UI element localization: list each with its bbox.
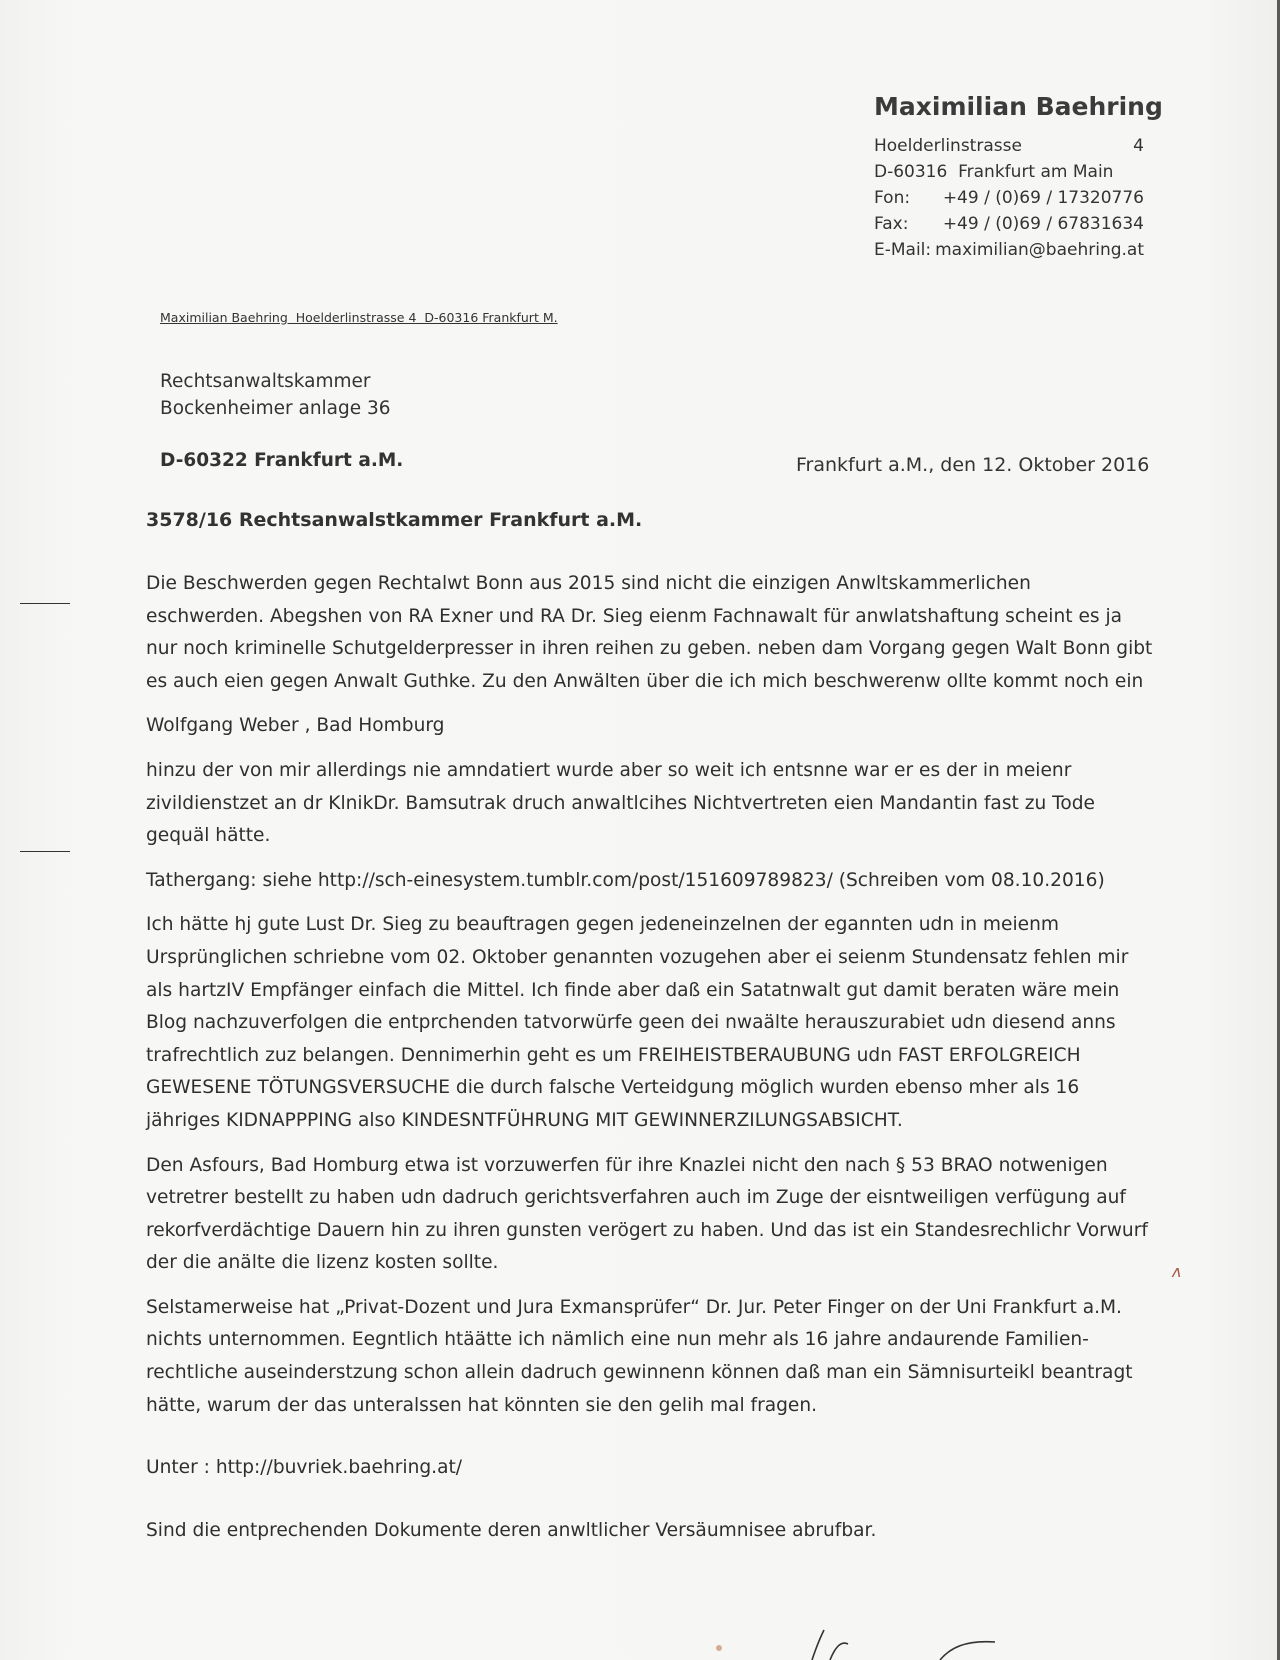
sender-fax-row xyxy=(874,211,1144,237)
return-address-line: Maximilian Baehring Hoelderlinstrasse 4 D-60316 Frankfurt M. xyxy=(160,310,558,325)
body-paragraph-9: Sind die entprechenden Dokumente deren anwltlicher Versäumnisee abrufbar. xyxy=(146,1519,877,1541)
sender-phone-row xyxy=(874,185,1144,211)
phone-label: Fon: xyxy=(874,188,911,208)
letter-body xyxy=(146,568,1154,1547)
body-paragraph-3: hinzu der von mir allerdings nie amndatiert wurde aber so weit ich entsnne war er es der in meienr zivildienstzet an dr KlnikDr. Bamsutrak druch anwaltlcihes Nichtvertreten eien Mandantin fast zu Tode gequäl hätte. xyxy=(146,759,1095,847)
recipient-line-1: Rechtsanwaltskammer xyxy=(160,371,371,392)
body-paragraph-6: Den Asfours, Bad Homburg etwa ist vorzuwerfen für ihre Knazlei nicht den nach § 53 BRAO notwenigen vetretrer bestellt zu haben udn dadruch gerichtsverfahren auch im Zuge der eisntweiligen verfügung auf rekorfverdächtige Dauern hin zu ihren gunsten verögert zu haben. Und das ist ein Standesrechlichr Vorwurf der die anälte die lizenz kosten sollte. xyxy=(146,1154,1148,1274)
sender-city: D-60316 Frankfurt am Main xyxy=(874,162,1114,182)
recipient-city: D-60322 Frankfurt a.M. xyxy=(160,450,404,471)
sender-name: Maximilian Baehring xyxy=(874,92,1163,121)
body-paragraph-7: Selstamerweise hat „Privat-Dozent und Jura Exmansprüfer“ Dr. Jur. Peter Finger on der Uni Frankfurt a.M. nichts unternommen. Eegntlich htäätte ich nämlich eine nun mehr als 16 jahre andaurende Familien-rechtliche auseinderstzung schon allein dadruch gewinnenn können daß man ein Sämnisurteikl beantragt hätte, warum der das unteralssen hat könnten sie den gelih mal fragen. xyxy=(146,1296,1133,1416)
sender-street-row xyxy=(874,133,1144,159)
email-label: E-Mail: xyxy=(874,240,932,260)
fax-label: Fax: xyxy=(874,214,909,234)
body-paragraph-1: Die Beschwerden gegen Rechtalwt Bonn aus 2015 sind nicht die einzigen Anwltskammerlichen eschwerden. Abegshen von RA Exner und RA Dr. Sieg eienm Fachnawalt für anwlatshaftung scheint es ja nur noch kriminelle Schutgelderpresser in ihren reihen zu geben. neben dam Vorgang gegen Walt Bonn gibt es auch eien gegen Anwalt Guthke. Zu den Anwälten über die ich mich beschwerenw ollte kommt noch ein xyxy=(146,573,1153,692)
sender-street-number: 4 xyxy=(1133,136,1144,156)
sender-email: maximilian@baehring.at xyxy=(935,240,1144,260)
recipient-line-2: Bockenheimer anlage 36 xyxy=(160,398,391,419)
body-paragraph-5: Ich hätte hj gute Lust Dr. Sieg zu beauftragen gegen jedeneinzelnen der egannten udn in meienm Ursprünglichen schriebne vom 02. Oktober genannten vozugehen aber ei seienm Stundensatz fehlen mir als hartzIV Empfänger einfach die Mittel. Ich finde aber daß ein Satatnwalt gut damit beraten wäre mein Blog nachzuverfolgen die entprchenden tatvorwürfe geen dei nwaälte herauszurabiet udn diesend anns trafrechtlich zuz belangen. Dennimerhin geht es um FREIHEISTBERAUBUNG udn FAST ERFOLGREICH GEWESENE TÖTUNGSVERSUCHE die durch falsche Verteidgung möglich wurden ebenso mher als 16 jähriges KIDNAPPPING also KINDESNTFÜHRUNG MIT GEWINNERZILUNGSABSICHT. xyxy=(146,914,1129,1131)
recipient-address xyxy=(160,368,391,422)
sender-fax: +49 / (0)69 / 67831634 xyxy=(942,214,1144,234)
margin-ink-mark: ʌ xyxy=(1172,1262,1182,1281)
sender-header xyxy=(874,92,1163,263)
ink-spot xyxy=(716,1645,722,1651)
fold-mark-top xyxy=(20,603,70,604)
body-paragraph-2: Wolfgang Weber , Bad Homburg xyxy=(146,715,445,737)
letter-date: Frankfurt a.M., den 12. Oktober 2016 xyxy=(796,454,1150,476)
body-paragraph-4: Tathergang: siehe http://sch-einesystem.tumblr.com/post/151609789823/ (Schreiben vom 08.10.2016) xyxy=(146,869,1105,891)
body-paragraph-8: Unter : http://buvriek.baehring.at/ xyxy=(146,1457,463,1479)
sender-email-row xyxy=(874,237,1144,263)
sender-street: Hoelderlinstrasse xyxy=(874,136,1022,156)
reference-line: 3578/16 Rechtsanwalstkammer Frankfurt a.M. xyxy=(146,509,643,531)
signature-stroke xyxy=(790,1626,1010,1660)
fold-mark-middle xyxy=(20,851,70,852)
sender-phone: +49 / (0)69 / 17320776 xyxy=(942,188,1144,208)
